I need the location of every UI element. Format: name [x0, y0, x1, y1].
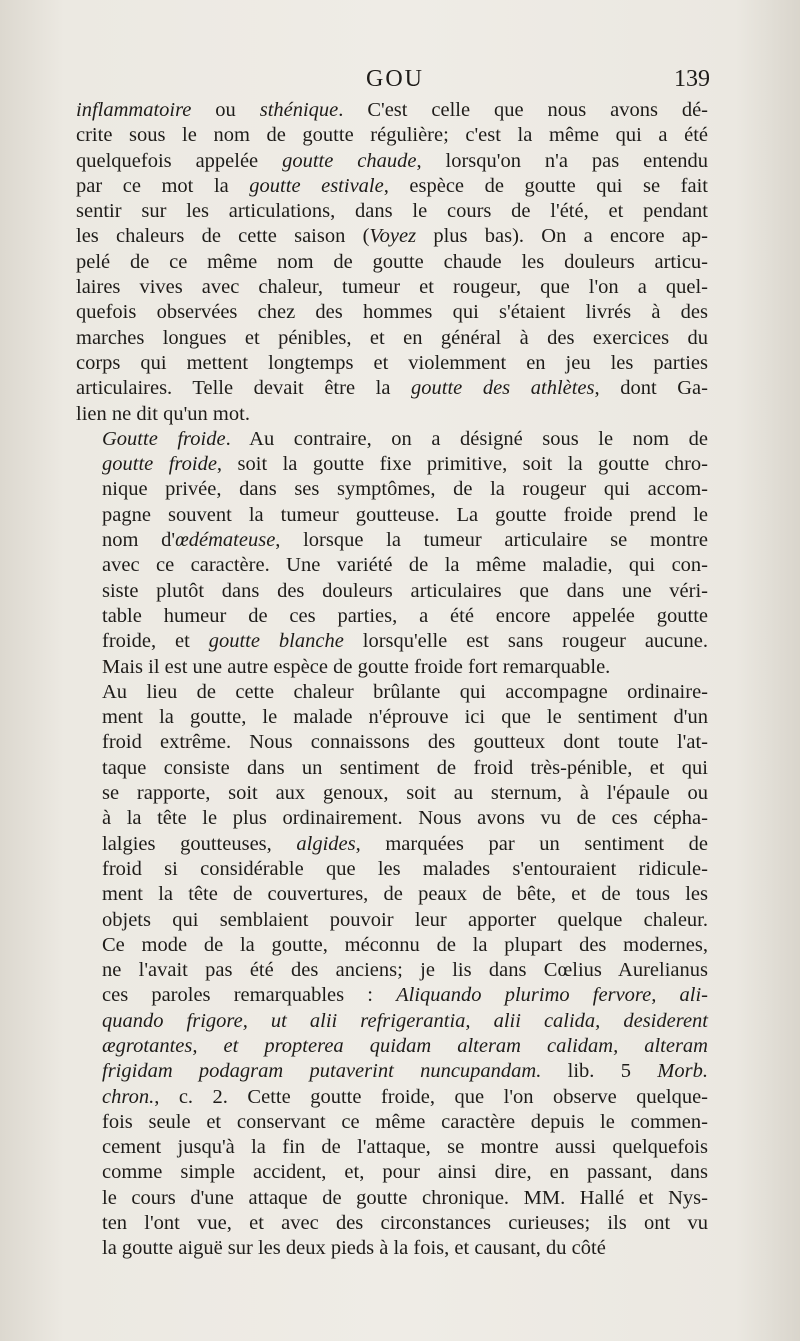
text-line [76, 1211, 708, 1236]
text-run: pelé de ce même nom de goutte chaude les douleurs articu- [76, 250, 708, 273]
italic-text: inflammatoire [76, 99, 192, 121]
text-run: , espèce de goutte qui se fait [383, 174, 708, 197]
italic-text: chron. [102, 1085, 155, 1108]
text-run: Mais il est une autre espèce de goutte froide fort remarquable. [102, 655, 611, 678]
italic-text: algides [296, 832, 356, 855]
text-run: Au lieu de cette chaleur brûlante qui accompagne ordinaire- [102, 680, 708, 703]
text-line [76, 376, 708, 401]
text-line [76, 1236, 708, 1261]
text-line [76, 832, 708, 857]
text-run: lorsqu'elle est sans rougeur aucune. [343, 630, 708, 653]
text-line [76, 806, 708, 831]
text-run: froid extrême. Nous connaissons des goutteux dont toute l'at- [102, 731, 708, 754]
text-run: articulaires. Telle devait être la [76, 377, 412, 400]
text-run: ment la goutte, le malade n'éprouve ici que le sentiment d'un [102, 706, 708, 729]
text-run: , soit la goutte fixe primitive, soit la goutte chro- [216, 453, 708, 476]
text-run: , marquées par un sentiment de [355, 832, 709, 855]
italic-text: œdémateuse [175, 529, 276, 552]
text-line [76, 123, 708, 148]
text-run: Ce mode de la goutte, méconnu de la plupart des modernes, [102, 933, 708, 956]
text-line [76, 553, 708, 578]
paragraph [76, 680, 708, 1262]
text-line [76, 98, 708, 123]
text-run: avec ce caractère. Une variété de la même maladie, qui con- [102, 554, 708, 577]
page-header [80, 66, 710, 98]
text-line [76, 1110, 708, 1135]
text-run: sentir sur les articulations, dans le cours de l'été, et pendant [76, 200, 708, 223]
text-line [76, 882, 708, 907]
text-run: par ce mot la [76, 174, 250, 197]
text-line [76, 1009, 708, 1034]
text-line [76, 655, 708, 680]
text-line [76, 781, 708, 806]
text-line [76, 604, 708, 629]
text-line [76, 300, 708, 325]
text-line [76, 680, 708, 705]
text-run: froide, et [102, 630, 209, 653]
text-line [76, 326, 708, 351]
text-run: crite sous le nom de goutte régulière; c'est la même qui a été [76, 124, 708, 147]
italic-text: Aliquando plurimo fervore, ali- [396, 984, 708, 1007]
text-line [76, 958, 708, 983]
text-run: , lorsque la tumeur articulaire se montre [275, 529, 709, 552]
text-run: ten l'ont vue, et avec des circonstances curieuses; ils ont vu [102, 1212, 708, 1235]
text-run: nom d' [102, 529, 176, 552]
text-run: , c. 2. Cette goutte froide, que l'on observe quelque- [154, 1085, 708, 1108]
text-line [76, 149, 708, 174]
text-run: marches longues et pénibles, et en général à des exercices du [76, 326, 708, 349]
text-line [76, 857, 708, 882]
italic-text: sthénique [259, 99, 339, 121]
text-line [76, 705, 708, 730]
body-text [76, 98, 708, 1262]
text-run: comme simple accident, et, pour ainsi dire, en passant, dans [102, 1161, 708, 1184]
italic-text: goutte chaude [282, 149, 417, 172]
text-line [76, 174, 708, 199]
text-run: nique privée, dans ses symptômes, de la rougeur qui accom- [102, 478, 708, 501]
text-run: ces paroles remarquables : [102, 984, 397, 1007]
text-run: quefois observées chez des hommes qui s'étaient livrés à des [76, 301, 708, 324]
italic-text: Morb. [657, 1060, 708, 1083]
text-run: objets qui semblaient pouvoir leur apporter quelque chaleur. [102, 908, 708, 931]
text-line [76, 402, 708, 427]
italic-text: goutte froide [102, 453, 217, 476]
paragraph [76, 98, 708, 427]
text-run: la goutte aiguë sur les deux pieds à la fois, et causant, du côté [102, 1237, 606, 1260]
text-line [76, 427, 708, 452]
italic-text: goutte des athlètes [411, 377, 595, 400]
text-run: plus bas). On a encore ap- [416, 225, 708, 248]
text-run: ne l'avait pas été des anciens; je lis dans Cœlius Aurelianus [102, 959, 708, 982]
paragraph [76, 427, 708, 680]
text-line [76, 528, 708, 553]
text-run: ment la tête de couvertures, de peaux de bête, et de tous les [102, 883, 708, 906]
running-head: GOU [366, 66, 424, 92]
text-line [76, 503, 708, 528]
text-run: ou [191, 99, 260, 121]
text-line [76, 1059, 708, 1084]
italic-text: ægrotantes, et propterea quidam alteram calidam, alteram [102, 1034, 708, 1057]
italic-text: quando frigore, ut alii refrigerantia, alii calida, desiderent [102, 1009, 708, 1032]
text-line [76, 933, 708, 958]
text-line [76, 908, 708, 933]
text-run: quelquefois appelée [76, 149, 283, 172]
italic-text: Goutte froide [102, 427, 226, 450]
text-run: siste plutôt dans des douleurs articulaires que dans une véri- [102, 579, 708, 602]
text-run: laires vives avec chaleur, tumeur et rougeur, que l'on a quel- [76, 276, 708, 299]
text-line [76, 224, 708, 249]
text-run: froid si considérable que les malades s'entouraient ridicule- [102, 857, 708, 880]
text-line [76, 1186, 708, 1211]
text-run: le cours d'une attaque de goutte chronique. MM. Hallé et Nys- [102, 1186, 708, 1209]
text-run: taque consiste dans un sentiment de froid très-pénible, et qui [102, 756, 708, 779]
text-line [76, 1034, 708, 1059]
text-run: lien ne dit qu'un mot. [76, 402, 250, 425]
text-line [76, 452, 708, 477]
text-line [76, 351, 708, 376]
text-line [76, 730, 708, 755]
text-line [76, 756, 708, 781]
text-line [76, 250, 708, 275]
text-run: les chaleurs de cette saison ( [76, 225, 370, 248]
text-line [76, 275, 708, 300]
text-line [76, 629, 708, 654]
italic-text: Voyez [369, 225, 417, 248]
text-run: . C'est celle que nous avons dé- [338, 99, 709, 121]
text-run: fois seule et conservant ce même caractère depuis le commen- [102, 1110, 708, 1133]
text-run: , lorsqu'on n'a pas entendu [416, 149, 708, 172]
text-line [76, 1160, 708, 1185]
text-run: à la tête le plus ordinairement. Nous avons vu de ces cépha- [102, 807, 708, 830]
text-run: cement jusqu'à la fin de l'attaque, se montre aussi quelquefois [102, 1136, 708, 1159]
text-line [76, 1085, 708, 1110]
text-line [76, 1135, 708, 1160]
text-run: , dont Ga- [594, 377, 708, 400]
italic-text: goutte estivale [249, 174, 384, 197]
text-line [76, 983, 708, 1008]
text-run: . Au contraire, on a désigné sous le nom de [225, 427, 708, 450]
text-run: se rapporte, soit aux genoux, soit au sternum, à l'épaule ou [102, 782, 708, 805]
text-line [76, 477, 708, 502]
text-line [76, 199, 708, 224]
page-number: 139 [674, 66, 710, 92]
text-run: lib. 5 [541, 1060, 658, 1083]
text-line [76, 579, 708, 604]
text-run: lalgies goutteuses, [102, 832, 297, 855]
text-run: table humeur de ces parties, a été encore appelée goutte [102, 604, 708, 627]
text-run: corps qui mettent longtemps et violemment en jeu les parties [76, 351, 708, 374]
italic-text: frigidam podagram putaverint nuncupandam. [102, 1060, 542, 1083]
text-run: pagne souvent la tumeur goutteuse. La goutte froide prend le [102, 503, 708, 526]
italic-text: goutte blanche [208, 630, 344, 653]
